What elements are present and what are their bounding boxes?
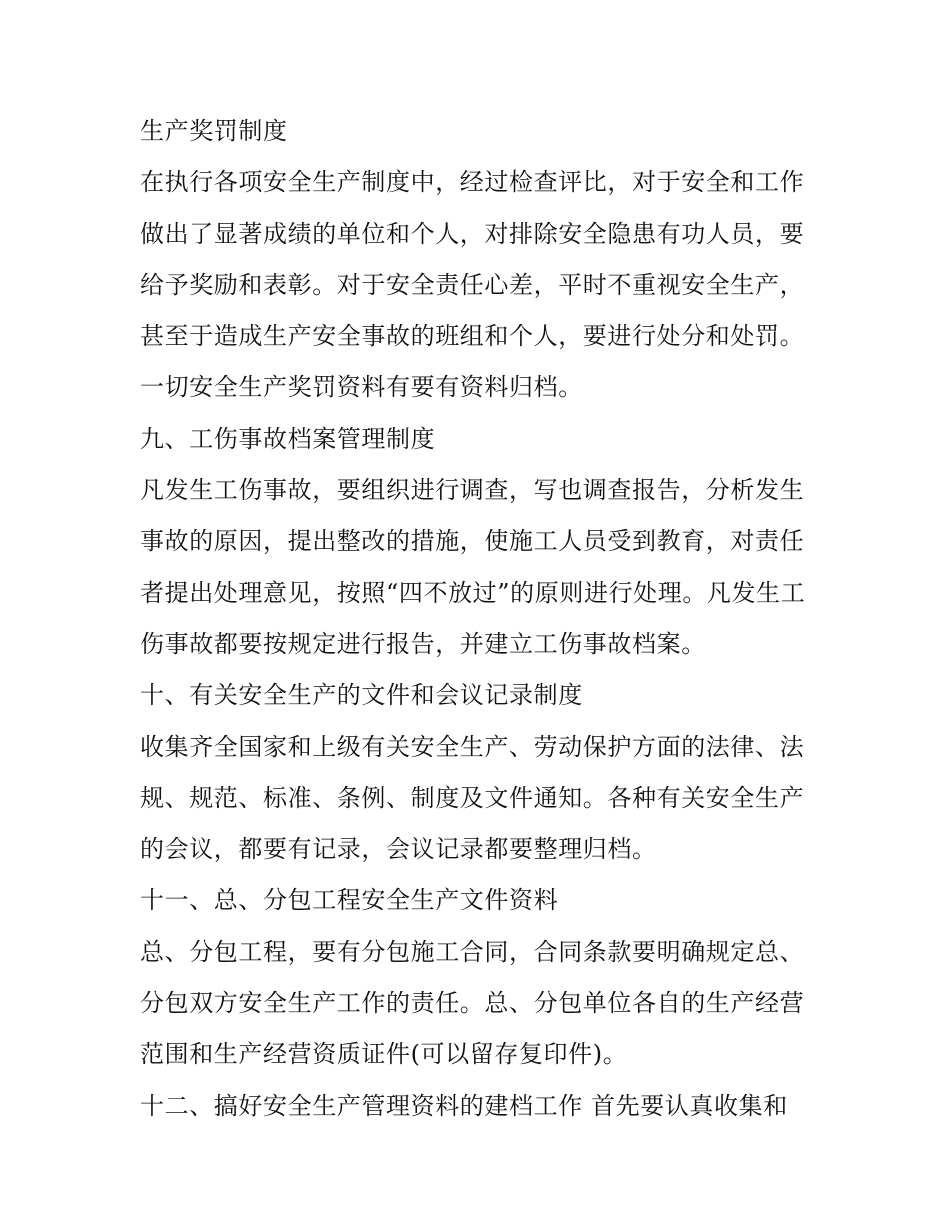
heading-section-12: 十二、搞好安全生产管理资料的建档工作 首先要认真收集和	[140, 1091, 788, 1120]
paragraph-line: 的会议，都要有记录，会议记录都要整理归档。	[140, 835, 657, 864]
paragraph-line: 者提出处理意见，按照“四不放过”的原则进行处理。凡发生工	[140, 578, 806, 607]
paragraph-line: 收集齐全国家和上级有关安全生产、劳动保护方面的法律、法	[140, 732, 805, 761]
paragraph-line: 范围和生产经营资质证件(可以留存复印件)。	[140, 1040, 628, 1069]
paragraph-line: 伤事故都要按规定进行报告，并建立工伤事故档案。	[140, 629, 706, 658]
heading-section-10: 十、有关安全生产的文件和会议记录制度	[140, 681, 583, 710]
document-body	[140, 106, 820, 1132]
paragraph-line: 做出了显著成绩的单位和个人，对排除安全隐患有功人员，要	[140, 219, 805, 248]
paragraph-line: 总、分包工程，要有分包施工合同，合同条款要明确规定总、	[140, 937, 805, 966]
paragraph-line: 凡发生工伤事故，要组织进行调查，写也调查报告，分析发生	[140, 476, 805, 505]
paragraph-line: 分包双方安全生产工作的责任。总、分包单位各自的生产经营	[140, 989, 805, 1018]
paragraph-line: 一切安全生产奖罚资料有要有资料归档。	[140, 373, 583, 402]
heading-section-11: 十一、总、分包工程安全生产文件资料	[140, 886, 559, 915]
heading-section-9: 九、工伤事故档案管理制度	[140, 424, 436, 453]
heading-reward-penalty: 生产奖罚制度	[140, 117, 288, 145]
paragraph-line: 事故的原因，提出整改的措施，使施工人员受到教育，对责任	[140, 527, 805, 556]
paragraph-line: 甚至于造成生产安全事故的班组和个人，要进行处分和处罚。	[140, 322, 805, 351]
paragraph-line: 规、规范、标准、条例、制度及文件通知。各种有关安全生产	[140, 783, 805, 812]
paragraph-line: 给予奖励和表彰。对于安全责任心差，平时不重视安全生产，	[140, 270, 805, 299]
paragraph-line: 在执行各项安全生产制度中，经过检查评比，对于安全和工作	[140, 168, 805, 197]
